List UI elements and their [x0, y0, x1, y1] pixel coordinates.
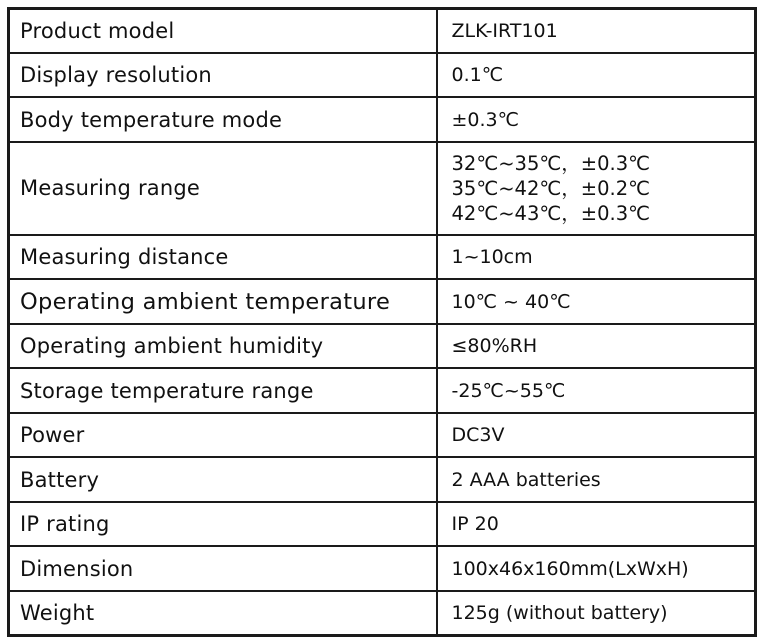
spec-label: Body temperature mode [9, 97, 437, 141]
table-row [9, 142, 756, 235]
range-line: 35℃~42℃，±0.2℃ [451, 176, 651, 200]
spec-value: 10℃ ~ 40℃ [437, 279, 756, 323]
spec-value: 100x46x160mm(LxWxH) [437, 546, 756, 590]
table-row [9, 324, 756, 368]
range-line: 42℃~43℃，±0.3℃ [451, 201, 651, 225]
spec-label: Battery [9, 457, 437, 501]
spec-label: Operating ambient humidity [9, 324, 437, 368]
table-row [9, 502, 756, 546]
table-row [9, 9, 756, 53]
spec-value: IP 20 [437, 502, 756, 546]
table-row [9, 235, 756, 279]
table-row [9, 546, 756, 590]
spec-label: Storage temperature range [9, 368, 437, 412]
table-row [9, 53, 756, 97]
spec-value-multiline [437, 142, 756, 235]
spec-label: Display resolution [9, 53, 437, 97]
spec-label: IP rating [9, 502, 437, 546]
table-row [9, 457, 756, 501]
spec-label: Dimension [9, 546, 437, 590]
table-row [9, 97, 756, 141]
spec-value: 0.1℃ [437, 53, 756, 97]
table-row [9, 413, 756, 457]
spec-label: Power [9, 413, 437, 457]
spec-label: Product model [9, 9, 437, 53]
spec-value: 2 AAA batteries [437, 457, 756, 501]
spec-value: ≤80%RH [437, 324, 756, 368]
table-row [9, 591, 756, 636]
spec-label: Operating ambient temperature [9, 279, 437, 323]
spec-label: Measuring distance [9, 235, 437, 279]
spec-value: ZLK-IRT101 [437, 9, 756, 53]
spec-value: 125g (without battery) [437, 591, 756, 636]
spec-table [7, 7, 757, 637]
range-line: 32℃~35℃，±0.3℃ [451, 151, 651, 175]
spec-value: -25℃~55℃ [437, 368, 756, 412]
spec-label: Measuring range [9, 142, 437, 235]
spec-value: DC3V [437, 413, 756, 457]
spec-label: Weight [9, 591, 437, 636]
spec-value: ±0.3℃ [437, 97, 756, 141]
spec-value: 1~10cm [437, 235, 756, 279]
table-row [9, 279, 756, 323]
table-row [9, 368, 756, 412]
